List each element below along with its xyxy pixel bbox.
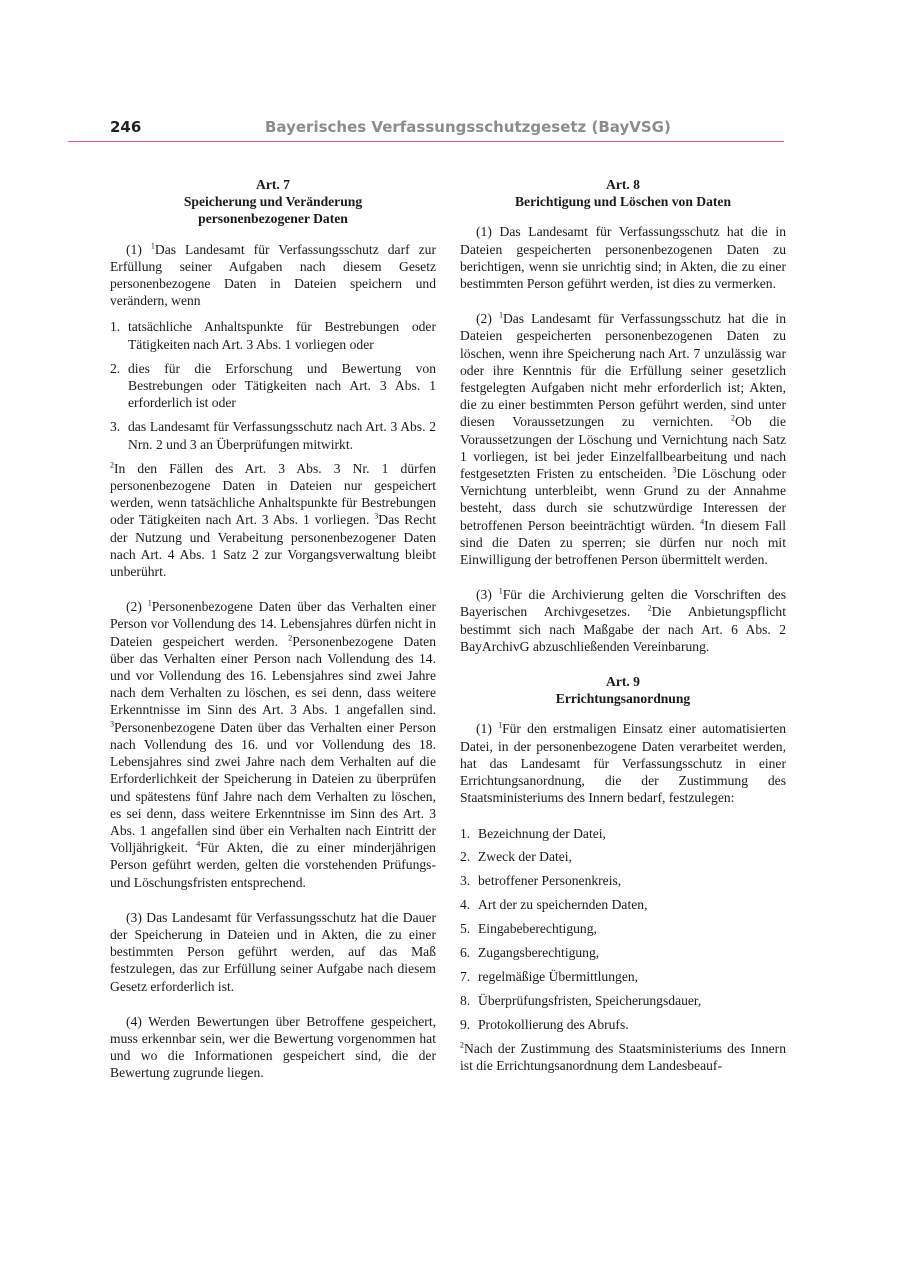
list-item: 8. Überprüfungsfristen, Speicherungsdauer, <box>460 992 702 1008</box>
page-number: 246 <box>110 118 142 136</box>
list-item: 3. das Landesamt für Verfassungsschutz nach Art. 3 Abs. 2 Nrn. 2 und 3 an Überprüfungen mitwirkt. <box>110 419 436 452</box>
paragraph: (1) $^1$Für den erstmaligen Einsatz einer automatisierten Datei, in der personenbezogene Daten verarbeitet werden, hat das Landesamt für Verfassungsschutz in einer Errichtungsanordnung, die der Zustimmung des Staatsministeriums des Innern bedarf, festzulegen: <box>460 720 786 806</box>
list-item: 5. Eingabeberechtigung, <box>460 921 597 937</box>
list-item: 7. regelmäßige Übermittlungen, <box>460 968 639 984</box>
article-title: Berichtigung und Löschen von Daten <box>514 194 732 210</box>
list-item: 9. Protokollierung des Abrufs. <box>460 1016 629 1032</box>
article-7-heading <box>110 176 436 228</box>
list-item: 1. tatsächliche Anhaltspunkte für Bestrebungen oder Tätigkeiten nach Art. 3 Abs. 1 vorliegen oder <box>110 319 436 352</box>
article-8-heading <box>460 176 786 210</box>
paragraph: (2) $^1$Personenbezogene Daten über das Verhalten einer Person vor Vollendung des 14. Lebensjahres dürfen nicht in Dateien gespeichert werden. $^2$Personenbezogene Daten über das Verhalten einer Person nach Vollendung des 14. und vor Vollendung des 16. Lebensjahres sind zwei Jahre nach dem Verhalten zu löschen, es sei denn, dass weitere Erkenntnisse im Sinn des Art. 3 Abs. 1 angefallen sind. $^3$Personenbezogene Daten über das Verhalten einer Person nach Vollendung des 16. und vor Vollendung des 18. Lebensjahres sind zwei Jahre nach dem Verhalten auf die Erforderlichkeit der Speicherung in Dateien zu überprüfen und spätestens fünf Jahre nach dem Verhalten zu löschen, es sei denn, dass weitere Erkenntnisse im Sinn des Art. 3 Abs. 1 angefallen sind über ein Verhalten nach Eintritt der Volljährigkeit. $^4$Für Akten, die zu einer minderjährigen Person geführt werden, gelten die vorstehenden Prüfungs- und Löschungsfristen entsprechend. <box>110 598 437 890</box>
numbered-list <box>110 318 436 452</box>
paragraph: $^2$Nach der Zustimmung des Staatsministeriums des Innern ist die Errichtungsanordnung dem Landesbeauf- <box>460 1039 786 1073</box>
right-column <box>460 176 786 1074</box>
paragraph: (4) Werden Bewertungen über Betroffene gespeichert, muss erkennbar sein, wer die Bewertung vorgenommen hat und wo die Informationen gespeichert sind, die der Bewertung zugrunde liegen. <box>110 1013 436 1081</box>
paragraph: $^2$In den Fällen des Art. 3 Abs. 3 Nr. 1 dürfen personenbezogene Daten in Dateien nur gespeichert werden, wenn tatsächliche Anhaltspunkte für Bestrebungen oder Tätigkeiten nach Art. 3 Abs. 1 vorliegen. $^3$Das Recht der Nutzung und Verabeitung personenbezogener Daten nach Art. 4 Abs. 1 Satz 2 zur Vorgangsverwaltung bleibt unberührt. <box>110 460 437 580</box>
article-number: Art. 9 <box>606 674 640 690</box>
article-title: Errichtungsanordnung <box>555 691 691 707</box>
list-item: 2. Zweck der Datei, <box>460 849 572 865</box>
left-column <box>110 176 436 1082</box>
paragraph: (3) $^1$Für die Archivierung gelten die Vorschriften des Bayerischen Archivgesetzes. $^2$Die Anbietungspflicht bestimmt sich nach Maßgabe der nach Art. 6 Abs. 2 BayArchivG abzuschließenden Vereinbarung. <box>460 586 786 654</box>
header-rule <box>68 141 784 142</box>
page-header <box>68 116 784 142</box>
article-9-heading <box>460 673 786 707</box>
numbered-list <box>460 825 786 1033</box>
list-item: 3. betroffener Personenkreis, <box>460 873 622 889</box>
list-item: 4. Art der zu speichernden Daten, <box>460 897 648 913</box>
paragraph: (3) Das Landesamt für Verfassungsschutz hat die Dauer der Speicherung in Dateien und in Akten, die zu einer bestimmten Person geführt werden, auf das Maß festzulegen, das zur Erfüllung seiner Aufgabe nach diesem Gesetz erforderlich ist. <box>110 909 436 994</box>
paragraph: (2) $^1$Das Landesamt für Verfassungsschutz hat die in Dateien gespeicherten personenbezogenen Daten zu löschen, wenn ihre Speicherung nach Art. 7 unzulässig war oder ihre Kenntnis für die Erfüllung seiner gesetzlich festgelegten Aufgaben nicht mehr erforderlich ist; Akten, die zu einer bestimmten Person geführt werden, sind unter diesen Voraussetzungen zu vernichten. $^2$Ob die Voraussetzungen der Löschung und Vernichtung nach Satz 1 vorliegen, ist bei jeder Einzelfallbearbeitung und nach festgesetzten Fristen zu entscheiden. $^3$Die Löschung oder Vernichtung unterbleibt, wenn Grund zu der Annahme besteht, dass durch sie schutzwürdige Interessen der betroffenen Person beeinträchtigt würden. $^4$In diesem Fall sind die Daten zu sperren; sie dürfen nur noch mit Einwilligung der betroffenen Person übermittelt werden. <box>460 310 787 568</box>
list-item: 1. Bezeichnung der Datei, <box>460 825 606 841</box>
article-title: personenbezogener Daten <box>198 211 348 227</box>
paragraph: (1) Das Landesamt für Verfassungsschutz hat die in Dateien gespeicherten personenbezogenen Daten zu berichtigen, wenn sie unrichtig sind; in Akten, die zu einer bestimmten Person geführt werden, ist dies zu vermerken. <box>460 224 786 292</box>
article-title: Speicherung und Veränderung <box>183 194 363 210</box>
list-item: 2. dies für die Erforschung und Bewertung von Bestrebungen oder Tätigkeiten nach Art. 3 Abs. 1 erforderlich ist oder <box>110 360 436 411</box>
list-item: 6. Zugangsberechtigung, <box>460 944 600 960</box>
article-number: Art. 7 <box>256 177 290 192</box>
article-number: Art. 8 <box>606 177 640 192</box>
paragraph: (1) $^1$Das Landesamt für Verfassungsschutz darf zur Erfüllung seiner Aufgaben nach diesem Gesetz personenbezogene Daten in Dateien speichern und verändern, wenn <box>110 241 436 309</box>
running-title: Bayerisches Verfassungsschutzgesetz (BayVSG) <box>265 118 671 136</box>
